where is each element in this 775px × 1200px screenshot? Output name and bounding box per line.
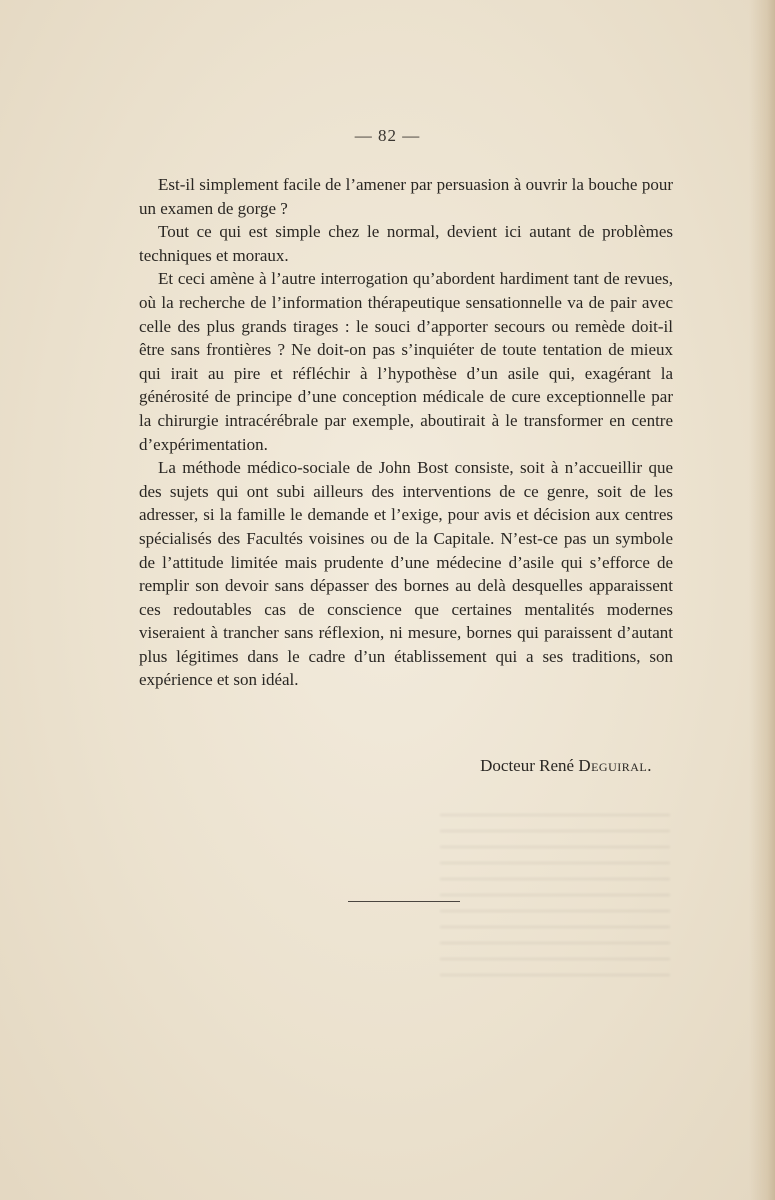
bleed-through-text (440, 800, 670, 990)
author-signature (0, 756, 652, 776)
page-edge-shadow (749, 0, 775, 1200)
section-end-rule (348, 901, 460, 902)
body-text (139, 173, 673, 692)
paragraph-4: La méthode médico-sociale de John Bost consiste, soit à n’accueillir que des sujets qui ont subi ailleurs des interventions de ce genre, soit de les adresser, si la famille le demande et l’exige, pour avis et décision aux centres spécialisés des Facultés voisines ou de la Capitale. N’est-ce pas un symbole de l’attitude limitée mais prudente d’une médecine d’asile qui s’efforce de remplir son devoir sans dépasser des bornes au delà desquelles apparaissent ces redoutables cas de conscience que certaines mentalités modernes viseraient à trancher sans réflexion, ni mesure, bornes qui paraissent d’autant plus légitimes dans le cadre d’un établissement qui a ses traditions, son expérience et son idéal. (139, 458, 673, 690)
signature-surname: Deguiral. (578, 756, 652, 775)
signature-prefix: Docteur René (480, 756, 575, 775)
paragraph-3: Et ceci amène à l’autre interrogation qu’abordent hardiment tant de revues, où la recherche de l’information thérapeutique sensationnelle va de pair avec celle des plus grands tirages : le souci d’apporter secours ou remède doit-il être sans frontières ? Ne doit-on pas s’inquiéter de toute tentation de mieux qui irait au pire et réfléchir à l’hypothèse d’un asile qui, exagérant la générosité de principe d’une conception médicale de cure exceptionnelle par la chirurgie intracérébrale par exemple, aboutirait à le transformer en centre d’expérimentation. (139, 269, 673, 454)
paragraph-2: Tout ce qui est simple chez le normal, devient ici autant de problèmes techniques et moraux. (139, 222, 673, 265)
page-number: — 82 — (354, 126, 421, 145)
paragraph-1: Est-il simplement facile de l’amener par persuasion à ouvrir la bouche pour un examen de gorge ? (139, 175, 673, 218)
